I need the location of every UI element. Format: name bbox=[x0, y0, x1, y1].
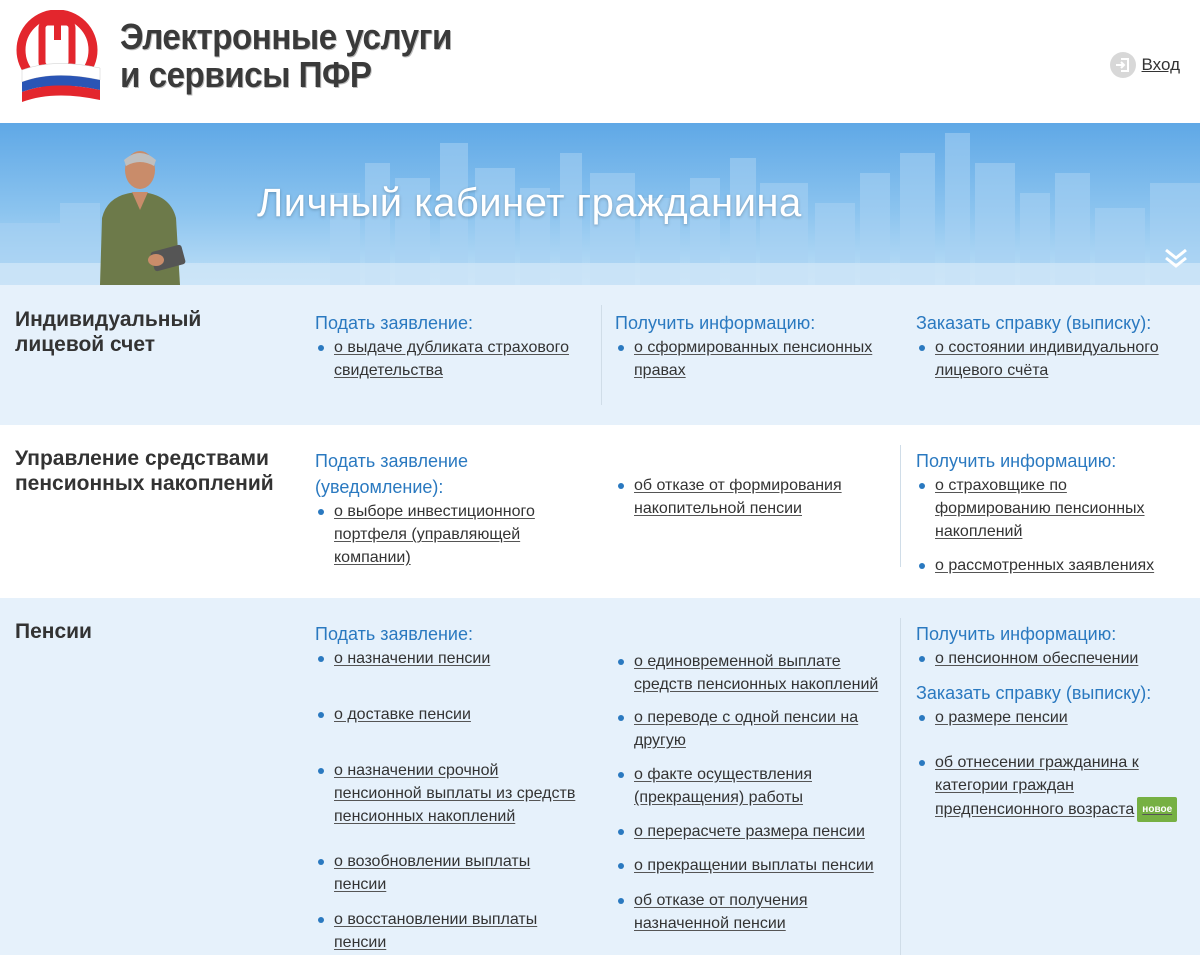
column-get-info bbox=[916, 448, 1186, 577]
column-heading: Получить информацию: bbox=[615, 313, 816, 333]
column-divider bbox=[601, 305, 602, 405]
column-apply bbox=[315, 310, 585, 382]
login-icon[interactable] bbox=[1110, 52, 1136, 78]
link-item[interactable]: о рассмотренных заявлениях bbox=[916, 554, 1186, 577]
link-item[interactable]: о выдаче дубликата страхового свидетельства bbox=[315, 336, 585, 382]
banner-title: Личный кабинет гражданина bbox=[257, 181, 802, 225]
link-item[interactable]: об отказе от формирования накопительной пенсии bbox=[615, 474, 885, 520]
column-heading: Подать заявление (уведомление): bbox=[315, 451, 468, 497]
column-heading: Получить информацию: bbox=[916, 624, 1117, 644]
column-apply bbox=[315, 448, 585, 569]
column-heading: Заказать справку (выписку): bbox=[916, 683, 1152, 703]
link-item[interactable]: о назначении пенсии bbox=[315, 647, 585, 670]
link-item[interactable]: о выборе инвестиционного портфеля (управляющей компании) bbox=[315, 500, 585, 569]
link-item[interactable]: о сформированных пенсионных правах bbox=[615, 336, 885, 382]
login-area[interactable] bbox=[1110, 52, 1180, 78]
column-apply-cont bbox=[615, 650, 885, 935]
link-item[interactable]: о перерасчете размера пенсии bbox=[615, 820, 885, 843]
column-divider bbox=[900, 445, 901, 567]
site-title bbox=[120, 18, 452, 94]
man-with-tablet-image bbox=[80, 148, 190, 285]
site-title-line2: и сервисы ПФР bbox=[120, 54, 372, 95]
section-pension-savings bbox=[0, 425, 1200, 598]
chevron-down-icon[interactable] bbox=[1164, 247, 1188, 269]
column-heading: Заказать справку (выписку): bbox=[916, 313, 1152, 333]
pfr-logo[interactable] bbox=[14, 10, 104, 104]
section-pensions bbox=[0, 598, 1200, 955]
column-heading: Получить информацию: bbox=[916, 451, 1117, 471]
banner bbox=[0, 123, 1200, 285]
column-apply bbox=[315, 621, 585, 954]
column-divider bbox=[900, 618, 901, 955]
link-item[interactable]: о прекращении выплаты пенсии bbox=[615, 854, 885, 877]
login-link[interactable]: Вход bbox=[1141, 55, 1180, 74]
column-order-statement bbox=[916, 310, 1186, 382]
link-item[interactable]: о назначении срочной пенсионной выплаты из средств пенсионных накоплений bbox=[315, 759, 585, 828]
site-title-line1: Электронные услуги bbox=[120, 16, 452, 57]
section-title: Пенсии bbox=[15, 620, 92, 643]
column-get-info bbox=[615, 310, 885, 382]
link-item[interactable]: о пенсионном обеспечении bbox=[916, 647, 1186, 670]
link-item[interactable]: о восстановлении выплаты пенсии bbox=[315, 908, 585, 954]
new-badge: новое bbox=[1137, 797, 1177, 822]
link-item[interactable]: об отказе от получения назначенной пенсии bbox=[615, 889, 885, 935]
column-heading: Подать заявление: bbox=[315, 313, 473, 333]
link-item[interactable]: о размере пенсии bbox=[916, 706, 1186, 729]
link-item[interactable]: о доставке пенсии bbox=[315, 703, 585, 726]
column-get-info bbox=[916, 621, 1186, 822]
section-title: Индивидуальный лицевой счет bbox=[15, 308, 202, 356]
link-item[interactable]: о состоянии индивидуального лицевого счёта bbox=[916, 336, 1186, 382]
section-title: Управление средствами пенсионных накоплений bbox=[15, 447, 274, 495]
link-item[interactable]: об отнесении гражданина к категории граждан предпенсионного возраста новое bbox=[916, 751, 1186, 822]
column-heading: Подать заявление: bbox=[315, 624, 473, 644]
section-individual-account bbox=[0, 285, 1200, 425]
column-apply-cont bbox=[615, 474, 885, 520]
link-item[interactable]: о возобновлении выплаты пенсии bbox=[315, 850, 585, 896]
link-item[interactable]: о единовременной выплате средств пенсионных накоплений bbox=[615, 650, 885, 696]
link-item[interactable]: о страховщике по формированию пенсионных накоплений bbox=[916, 474, 1186, 543]
link-item[interactable]: о переводе с одной пенсии на другую bbox=[615, 706, 885, 752]
link-item[interactable]: о факте осуществления (прекращения) работы bbox=[615, 763, 885, 809]
header bbox=[0, 0, 1200, 123]
